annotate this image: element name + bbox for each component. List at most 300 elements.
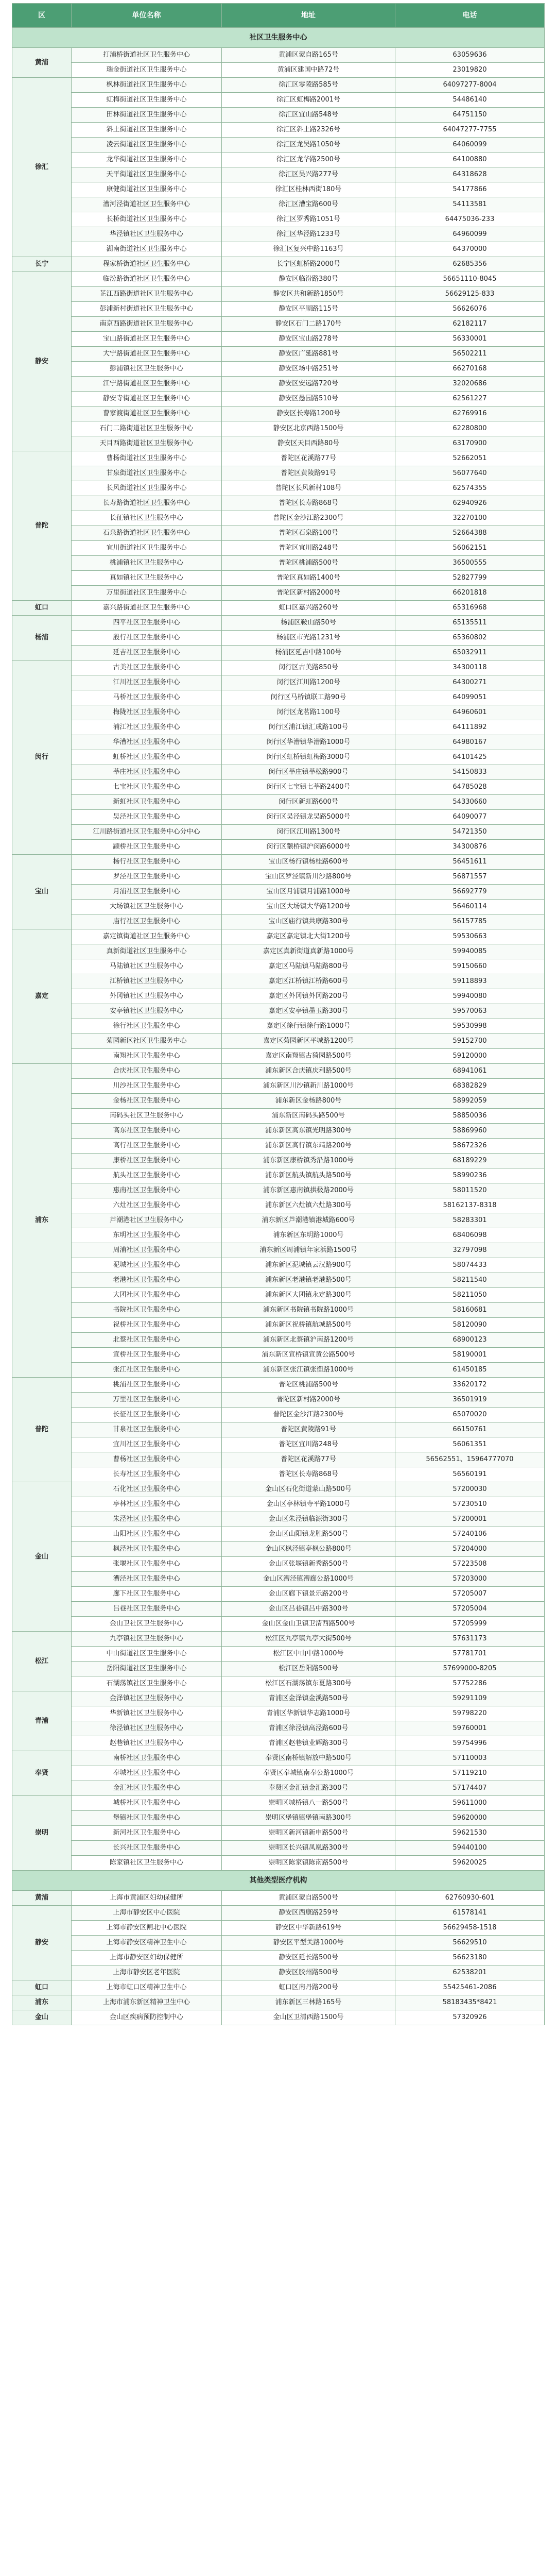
address-cell: 静安区平型关路1000号 — [222, 1936, 395, 1951]
address-cell: 浦东新区北蔡镇沪南路1200号 — [222, 1333, 395, 1348]
table-row — [12, 1482, 545, 1497]
phone-cell: 56871557 — [395, 870, 545, 885]
phone-cell: 56626076 — [395, 302, 545, 317]
unit-name-cell: 金泽镇社区卫生服务中心 — [72, 1691, 222, 1706]
phone-cell: 57200001 — [395, 1512, 545, 1527]
address-cell: 浦东新区金杨路800号 — [222, 1094, 395, 1109]
phone-cell: 59118893 — [395, 974, 545, 989]
phone-cell: 68941061 — [395, 1064, 545, 1079]
address-cell: 松江区岳阳路500号 — [222, 1662, 395, 1676]
address-cell: 闵行区虹桥镇虹梅路3000号 — [222, 750, 395, 765]
address-cell: 普陀区宜川路248号 — [222, 1437, 395, 1452]
unit-name-cell: 江川路街道社区卫生服务中心分中心 — [72, 825, 222, 840]
unit-name-cell: 田林街道社区卫生服务中心 — [72, 108, 222, 123]
table-row — [12, 1906, 545, 1921]
unit-name-cell: 石湖荡镇社区卫生服务中心 — [72, 1676, 222, 1691]
section-title: 社区卫生服务中心 — [12, 28, 545, 48]
unit-name-cell: 大场镇社区卫生服务中心 — [72, 900, 222, 914]
district-cell: 浦东 — [12, 1995, 72, 2010]
table-row — [12, 885, 545, 900]
phone-cell: 58992059 — [395, 1094, 545, 1109]
unit-name-cell: 堡镇社区卫生服务中心 — [72, 1811, 222, 1826]
unit-name-cell: 枫泾社区卫生服务中心 — [72, 1542, 222, 1557]
district-cell: 嘉定 — [12, 929, 72, 1064]
district-cell: 黄浦 — [12, 48, 72, 78]
unit-name-cell: 周浦社区卫生服务中心 — [72, 1243, 222, 1258]
phone-cell: 56460114 — [395, 900, 545, 914]
table-row — [12, 1936, 545, 1951]
address-cell: 普陀区黄陵路91号 — [222, 466, 395, 481]
address-cell: 杨浦区市光路1231号 — [222, 631, 395, 646]
phone-cell: 59120000 — [395, 1049, 545, 1064]
unit-name-cell: 新河社区卫生服务中心 — [72, 1826, 222, 1841]
table-row — [12, 541, 545, 556]
unit-name-cell: 江宁路街道社区卫生服务中心 — [72, 377, 222, 392]
address-cell: 静安区共和新路1850号 — [222, 287, 395, 302]
unit-name-cell: 金汇社区卫生服务中心 — [72, 1781, 222, 1796]
table-row — [12, 108, 545, 123]
unit-name-cell: 上海市静安区精神卫生中心 — [72, 1936, 222, 1951]
unit-name-cell: 合庆社区卫生服务中心 — [72, 1064, 222, 1079]
phone-cell: 56629125-833 — [395, 287, 545, 302]
unit-name-cell: 宜川社区卫生服务中心 — [72, 1437, 222, 1452]
table-row — [12, 257, 545, 272]
phone-cell: 62940926 — [395, 496, 545, 511]
district-cell: 松江 — [12, 1632, 72, 1691]
table-row — [12, 451, 545, 466]
phone-cell: 58190001 — [395, 1348, 545, 1363]
table-row — [12, 167, 545, 182]
phone-cell: 64785028 — [395, 780, 545, 795]
phone-cell: 52662051 — [395, 451, 545, 466]
phone-cell: 58011520 — [395, 1183, 545, 1198]
address-cell: 嘉定区江桥镇江桥路600号 — [222, 974, 395, 989]
phone-cell: 59940080 — [395, 989, 545, 1004]
unit-name-cell: 斜土街道社区卫生服务中心 — [72, 123, 222, 138]
phone-cell: 58183435*8421 — [395, 1995, 545, 2010]
phone-cell: 32020686 — [395, 377, 545, 392]
unit-name-cell: 上海市静安区妇幼保健所 — [72, 1951, 222, 1965]
unit-name-cell: 金山区疾病预防控制中心 — [72, 2010, 222, 2025]
unit-name-cell: 凌云街道社区卫生服务中心 — [72, 138, 222, 152]
unit-name-cell: 漕河泾街道社区卫生服务中心 — [72, 197, 222, 212]
table-row — [12, 1781, 545, 1796]
table-row — [12, 272, 545, 287]
table-row — [12, 1393, 545, 1408]
unit-name-cell: 六灶社区卫生服务中心 — [72, 1198, 222, 1213]
unit-name-cell: 长风街道社区卫生服务中心 — [72, 481, 222, 496]
phone-cell: 64047277-7755 — [395, 123, 545, 138]
phone-cell: 56629458-1518 — [395, 1921, 545, 1936]
address-cell: 徐汇区龙华路2500号 — [222, 152, 395, 167]
address-cell: 普陀区长寿路868号 — [222, 1467, 395, 1482]
address-cell: 静安区临汾路380号 — [222, 272, 395, 287]
table-row — [12, 1303, 545, 1318]
unit-name-cell: 外冈镇社区卫生服务中心 — [72, 989, 222, 1004]
address-cell: 嘉定区安亭镇墨玉路300号 — [222, 1004, 395, 1019]
address-cell: 闵行区吴泾镇龙吴路5000号 — [222, 810, 395, 825]
unit-name-cell: 川沙社区卫生服务中心 — [72, 1079, 222, 1094]
phone-cell: 62561227 — [395, 392, 545, 406]
address-cell: 静安区广延路881号 — [222, 347, 395, 362]
address-cell: 金山区亭林镇寺平路1000号 — [222, 1497, 395, 1512]
address-cell: 静安区胶州路500号 — [222, 1965, 395, 1980]
district-cell: 虹口 — [12, 601, 72, 616]
phone-cell: 58283301 — [395, 1213, 545, 1228]
address-cell: 金山区卫清西路1500号 — [222, 2010, 395, 2025]
phone-cell: 62760930-601 — [395, 1891, 545, 1906]
table-row — [12, 989, 545, 1004]
unit-name-cell: 万里街道社区卫生服务中心 — [72, 586, 222, 601]
address-cell: 闵行区颛桥镇沪闵路6000号 — [222, 840, 395, 855]
table-row — [12, 1647, 545, 1662]
table-row — [12, 347, 545, 362]
table-row — [12, 1527, 545, 1542]
phone-cell: 36500555 — [395, 556, 545, 571]
unit-name-cell: 上海市静安区中心医院 — [72, 1906, 222, 1921]
table-row — [12, 48, 545, 63]
phone-cell: 54150833 — [395, 765, 545, 780]
phone-cell: 32797098 — [395, 1243, 545, 1258]
table-row — [12, 212, 545, 227]
address-cell: 徐汇区漕宝路600号 — [222, 197, 395, 212]
unit-name-cell: 曹杨街道社区卫生服务中心 — [72, 451, 222, 466]
unit-name-cell: 朱泾社区卫生服务中心 — [72, 1512, 222, 1527]
address-cell: 徐汇区华泾路1233号 — [222, 227, 395, 242]
address-cell: 普陀区长风新村108号 — [222, 481, 395, 496]
address-cell: 宝山区月浦镇月浦路1000号 — [222, 885, 395, 900]
phone-cell: 56502211 — [395, 347, 545, 362]
table-row — [12, 974, 545, 989]
phone-cell: 56061351 — [395, 1437, 545, 1452]
phone-cell: 56330001 — [395, 332, 545, 347]
address-cell: 杨浦区延吉中路100号 — [222, 646, 395, 660]
phone-cell: 59570063 — [395, 1004, 545, 1019]
table-row — [12, 406, 545, 421]
address-cell: 崇明区陈家镇陈南路500号 — [222, 1856, 395, 1871]
address-cell: 静安区北京西路1500号 — [222, 421, 395, 436]
phone-cell: 62182117 — [395, 317, 545, 332]
unit-name-cell: 四平社区卫生服务中心 — [72, 616, 222, 631]
phone-cell: 59150660 — [395, 959, 545, 974]
phone-cell: 62685356 — [395, 257, 545, 272]
table-row — [12, 720, 545, 735]
unit-name-cell: 彭浦镇社区卫生服务中心 — [72, 362, 222, 377]
address-cell: 闵行区七宝镇七莘路2400号 — [222, 780, 395, 795]
table-row — [12, 959, 545, 974]
table-row — [12, 586, 545, 601]
address-cell: 崇明区新河镇新申路500号 — [222, 1826, 395, 1841]
address-cell: 闵行区马桥镇联工路90号 — [222, 690, 395, 705]
address-cell: 徐汇区吴兴路277号 — [222, 167, 395, 182]
address-cell: 嘉定区徐行镇徐行路1000号 — [222, 1019, 395, 1034]
table-row — [12, 227, 545, 242]
table-row — [12, 1348, 545, 1363]
unit-name-cell: 浦江社区卫生服务中心 — [72, 720, 222, 735]
unit-name-cell: 南京西路街道社区卫生服务中心 — [72, 317, 222, 332]
table-row — [12, 302, 545, 317]
table-row — [12, 1378, 545, 1393]
address-cell: 嘉定区马陆镇马陆路800号 — [222, 959, 395, 974]
unit-name-cell: 山阳社区卫生服务中心 — [72, 1527, 222, 1542]
table-row — [12, 1676, 545, 1691]
table-row — [12, 1408, 545, 1422]
table-row — [12, 1273, 545, 1288]
unit-name-cell: 临汾路街道社区卫生服务中心 — [72, 272, 222, 287]
unit-name-cell: 甘泉街道社区卫生服务中心 — [72, 466, 222, 481]
address-cell: 松江区九亭镇九亭大街500号 — [222, 1632, 395, 1647]
section-title: 其他类型医疗机构 — [12, 1871, 545, 1891]
table-row — [12, 317, 545, 332]
clinic-table — [12, 3, 545, 2025]
district-cell: 徐汇 — [12, 78, 72, 257]
unit-name-cell: 石门二路街道社区卫生服务中心 — [72, 421, 222, 436]
phone-cell: 56623180 — [395, 1951, 545, 1965]
table-row — [12, 1333, 545, 1348]
phone-cell: 59152700 — [395, 1034, 545, 1049]
phone-cell: 56451611 — [395, 855, 545, 870]
phone-cell: 59620000 — [395, 1811, 545, 1826]
table-row — [12, 795, 545, 810]
district-cell: 奉贤 — [12, 1751, 72, 1796]
phone-cell: 57781701 — [395, 1647, 545, 1662]
table-row — [12, 242, 545, 257]
address-cell: 普陀区长寿路868号 — [222, 496, 395, 511]
unit-name-cell: 万里社区卫生服务中心 — [72, 1393, 222, 1408]
unit-name-cell: 长寿社区卫生服务中心 — [72, 1467, 222, 1482]
address-cell: 浦东新区书院镇书院路1000号 — [222, 1303, 395, 1318]
table-row — [12, 526, 545, 541]
phone-cell: 57752286 — [395, 1676, 545, 1691]
unit-name-cell: 上海市静安区闸北中心医院 — [72, 1921, 222, 1936]
address-cell: 崇明区城桥镇八一路500号 — [222, 1796, 395, 1811]
unit-name-cell: 中山街道社区卫生服务中心 — [72, 1647, 222, 1662]
district-cell: 虹口 — [12, 1980, 72, 1995]
table-row — [12, 466, 545, 481]
table-row — [12, 1542, 545, 1557]
address-cell: 浦东新区南码头路500号 — [222, 1109, 395, 1124]
table-row — [12, 1587, 545, 1602]
unit-name-cell: 石化社区卫生服务中心 — [72, 1482, 222, 1497]
address-cell: 普陀区新村路2000号 — [222, 1393, 395, 1408]
phone-cell: 65135511 — [395, 616, 545, 631]
unit-name-cell: 上海市黄浦区妇幼保健所 — [72, 1891, 222, 1906]
unit-name-cell: 七宝社区卫生服务中心 — [72, 780, 222, 795]
unit-name-cell: 真如镇社区卫生服务中心 — [72, 571, 222, 586]
unit-name-cell: 长征镇社区卫生服务中心 — [72, 511, 222, 526]
address-cell: 普陀区桃浦路500号 — [222, 1378, 395, 1393]
phone-cell: 52664388 — [395, 526, 545, 541]
address-cell: 静安区宝山路278号 — [222, 332, 395, 347]
district-cell: 宝山 — [12, 855, 72, 929]
unit-name-cell: 延吉社区卫生服务中心 — [72, 646, 222, 660]
table-row — [12, 1662, 545, 1676]
address-cell: 金山区金山卫镇卫清西路500号 — [222, 1617, 395, 1632]
unit-name-cell: 吴泾社区卫生服务中心 — [72, 810, 222, 825]
phone-cell: 54113581 — [395, 197, 545, 212]
table-row — [12, 1243, 545, 1258]
phone-cell: 58990236 — [395, 1168, 545, 1183]
phone-cell: 58160681 — [395, 1303, 545, 1318]
unit-name-cell: 天目西路街道社区卫生服务中心 — [72, 436, 222, 451]
address-cell: 徐汇区虹梅路2001号 — [222, 93, 395, 108]
district-cell: 崇明 — [12, 1796, 72, 1871]
unit-name-cell: 新虹社区卫生服务中心 — [72, 795, 222, 810]
table-row — [12, 78, 545, 93]
table-row — [12, 1766, 545, 1781]
table-row — [12, 1258, 545, 1273]
table-row — [12, 1183, 545, 1198]
phone-cell: 23019820 — [395, 63, 545, 78]
table-row — [12, 1841, 545, 1856]
unit-name-cell: 吕巷社区卫生服务中心 — [72, 1602, 222, 1617]
table-row — [12, 705, 545, 720]
unit-name-cell: 芷江西路街道社区卫生服务中心 — [72, 287, 222, 302]
unit-name-cell: 航头社区卫生服务中心 — [72, 1168, 222, 1183]
address-cell: 崇明区堡镇镇堡镇南路300号 — [222, 1811, 395, 1826]
address-cell: 浦东新区周浦镇年家浜路1500号 — [222, 1243, 395, 1258]
address-cell: 浦东新区大团镇永定路300号 — [222, 1288, 395, 1303]
table-row — [12, 1019, 545, 1034]
address-cell: 嘉定区真新街道真新路1000号 — [222, 944, 395, 959]
table-row — [12, 1856, 545, 1871]
address-cell: 宝山区杨行镇杨桂路600号 — [222, 855, 395, 870]
address-cell: 浦东新区高行镇东靖路200号 — [222, 1139, 395, 1154]
phone-cell: 57699000-8205 — [395, 1662, 545, 1676]
unit-name-cell: 南翔社区卫生服务中心 — [72, 1049, 222, 1064]
address-cell: 金山区张堰镇新秀路500号 — [222, 1557, 395, 1572]
address-cell: 金山区吕巷镇吕中路300号 — [222, 1602, 395, 1617]
address-cell: 松江区石湖荡镇东夏路300号 — [222, 1676, 395, 1691]
unit-name-cell: 华新镇社区卫生服务中心 — [72, 1706, 222, 1721]
unit-name-cell: 虹桥社区卫生服务中心 — [72, 750, 222, 765]
unit-name-cell: 江桥镇社区卫生服务中心 — [72, 974, 222, 989]
unit-name-cell: 上海市浦东新区精神卫生中心 — [72, 1995, 222, 2010]
table-row — [12, 152, 545, 167]
phone-cell: 64960601 — [395, 705, 545, 720]
phone-cell: 64101425 — [395, 750, 545, 765]
unit-name-cell: 宝山路街道社区卫生服务中心 — [72, 332, 222, 347]
unit-name-cell: 张江社区卫生服务中心 — [72, 1363, 222, 1378]
phone-cell: 64318628 — [395, 167, 545, 182]
unit-name-cell: 张堰社区卫生服务中心 — [72, 1557, 222, 1572]
address-cell: 徐汇区零陵路585号 — [222, 78, 395, 93]
unit-name-cell: 长寿路街道社区卫生服务中心 — [72, 496, 222, 511]
unit-name-cell: 南桥社区卫生服务中心 — [72, 1751, 222, 1766]
table-row — [12, 900, 545, 914]
phone-cell: 64475036-233 — [395, 212, 545, 227]
unit-name-cell: 老港社区卫生服务中心 — [72, 1273, 222, 1288]
phone-cell: 65032911 — [395, 646, 545, 660]
phone-cell: 63170900 — [395, 436, 545, 451]
table-row — [12, 556, 545, 571]
unit-name-cell: 枫林街道社区卫生服务中心 — [72, 78, 222, 93]
phone-cell: 59798220 — [395, 1706, 545, 1721]
address-cell: 宝山区庙行镇共康路300号 — [222, 914, 395, 929]
address-cell: 静安区安远路720号 — [222, 377, 395, 392]
phone-cell: 59530663 — [395, 929, 545, 944]
address-cell: 金山区枫泾镇亭枫公路800号 — [222, 1542, 395, 1557]
unit-name-cell: 长征社区卫生服务中心 — [72, 1408, 222, 1422]
phone-cell: 57205007 — [395, 1587, 545, 1602]
unit-name-cell: 陈家镇社区卫生服务中心 — [72, 1856, 222, 1871]
section-header-row — [12, 28, 545, 48]
unit-name-cell: 康健街道社区卫生服务中心 — [72, 182, 222, 197]
address-cell: 浦东新区三林路165号 — [222, 1995, 395, 2010]
table-row — [12, 2010, 545, 2025]
unit-name-cell: 罗泾社区卫生服务中心 — [72, 870, 222, 885]
phone-cell: 57320926 — [395, 2010, 545, 2025]
phone-cell: 58074433 — [395, 1258, 545, 1273]
address-cell: 虹口区南丹路200号 — [222, 1980, 395, 1995]
address-cell: 浦东新区泥城镇云汉路900号 — [222, 1258, 395, 1273]
phone-cell: 55425461-2086 — [395, 1980, 545, 1995]
address-cell: 普陀区金沙江路2300号 — [222, 1408, 395, 1422]
phone-cell: 68900123 — [395, 1333, 545, 1348]
table-row — [12, 182, 545, 197]
table-row — [12, 1891, 545, 1906]
unit-name-cell: 安亭镇社区卫生服务中心 — [72, 1004, 222, 1019]
address-cell: 黄浦区蒙自路500号 — [222, 1891, 395, 1906]
unit-name-cell: 康桥社区卫生服务中心 — [72, 1154, 222, 1168]
table-row — [12, 660, 545, 675]
header-address: 地址 — [222, 4, 395, 28]
unit-name-cell: 华泾镇社区卫生服务中心 — [72, 227, 222, 242]
phone-cell: 58869960 — [395, 1124, 545, 1139]
phone-cell: 64980167 — [395, 735, 545, 750]
unit-name-cell: 祝桥社区卫生服务中心 — [72, 1318, 222, 1333]
table-row — [12, 1602, 545, 1617]
address-cell: 金山区山阳镇龙胜路500号 — [222, 1527, 395, 1542]
phone-cell: 64097277-8004 — [395, 78, 545, 93]
unit-name-cell: 静安寺街道社区卫生服务中心 — [72, 392, 222, 406]
unit-name-cell: 桃浦镇社区卫生服务中心 — [72, 556, 222, 571]
unit-name-cell: 庙行社区卫生服务中心 — [72, 914, 222, 929]
unit-name-cell: 真新街道社区卫生服务中心 — [72, 944, 222, 959]
phone-cell: 59621530 — [395, 1826, 545, 1841]
address-cell: 徐汇区桂林西街180号 — [222, 182, 395, 197]
table-row — [12, 1064, 545, 1079]
section-header-row — [12, 1871, 545, 1891]
address-cell: 浦东新区航头镇航头路500号 — [222, 1168, 395, 1183]
table-row — [12, 1995, 545, 2010]
table-row — [12, 780, 545, 795]
unit-name-cell: 徐泾镇社区卫生服务中心 — [72, 1721, 222, 1736]
unit-name-cell: 嘉兴路街道社区卫生服务中心 — [72, 601, 222, 616]
table-row — [12, 392, 545, 406]
unit-name-cell: 长兴社区卫生服务中心 — [72, 1841, 222, 1856]
unit-name-cell: 亭林社区卫生服务中心 — [72, 1497, 222, 1512]
table-row — [12, 690, 545, 705]
phone-cell: 59940085 — [395, 944, 545, 959]
phone-cell: 57631173 — [395, 1632, 545, 1647]
address-cell: 闵行区古美路850号 — [222, 660, 395, 675]
address-cell: 静安区延长路500号 — [222, 1951, 395, 1965]
address-cell: 长宁区虹桥路2000号 — [222, 257, 395, 272]
table-row — [12, 1736, 545, 1751]
phone-cell: 58211050 — [395, 1288, 545, 1303]
phone-cell: 57110003 — [395, 1751, 545, 1766]
phone-cell: 33620172 — [395, 1378, 545, 1393]
unit-name-cell: 彭浦新村街道社区卫生服务中心 — [72, 302, 222, 317]
district-cell: 杨浦 — [12, 616, 72, 660]
table-row — [12, 1109, 545, 1124]
phone-cell: 58162137-8318 — [395, 1198, 545, 1213]
address-cell: 金山区石化街道蒙山路500号 — [222, 1482, 395, 1497]
address-cell: 静安区中华新路619号 — [222, 1921, 395, 1936]
unit-name-cell: 东明社区卫生服务中心 — [72, 1228, 222, 1243]
unit-name-cell: 打浦桥街道社区卫生服务中心 — [72, 48, 222, 63]
